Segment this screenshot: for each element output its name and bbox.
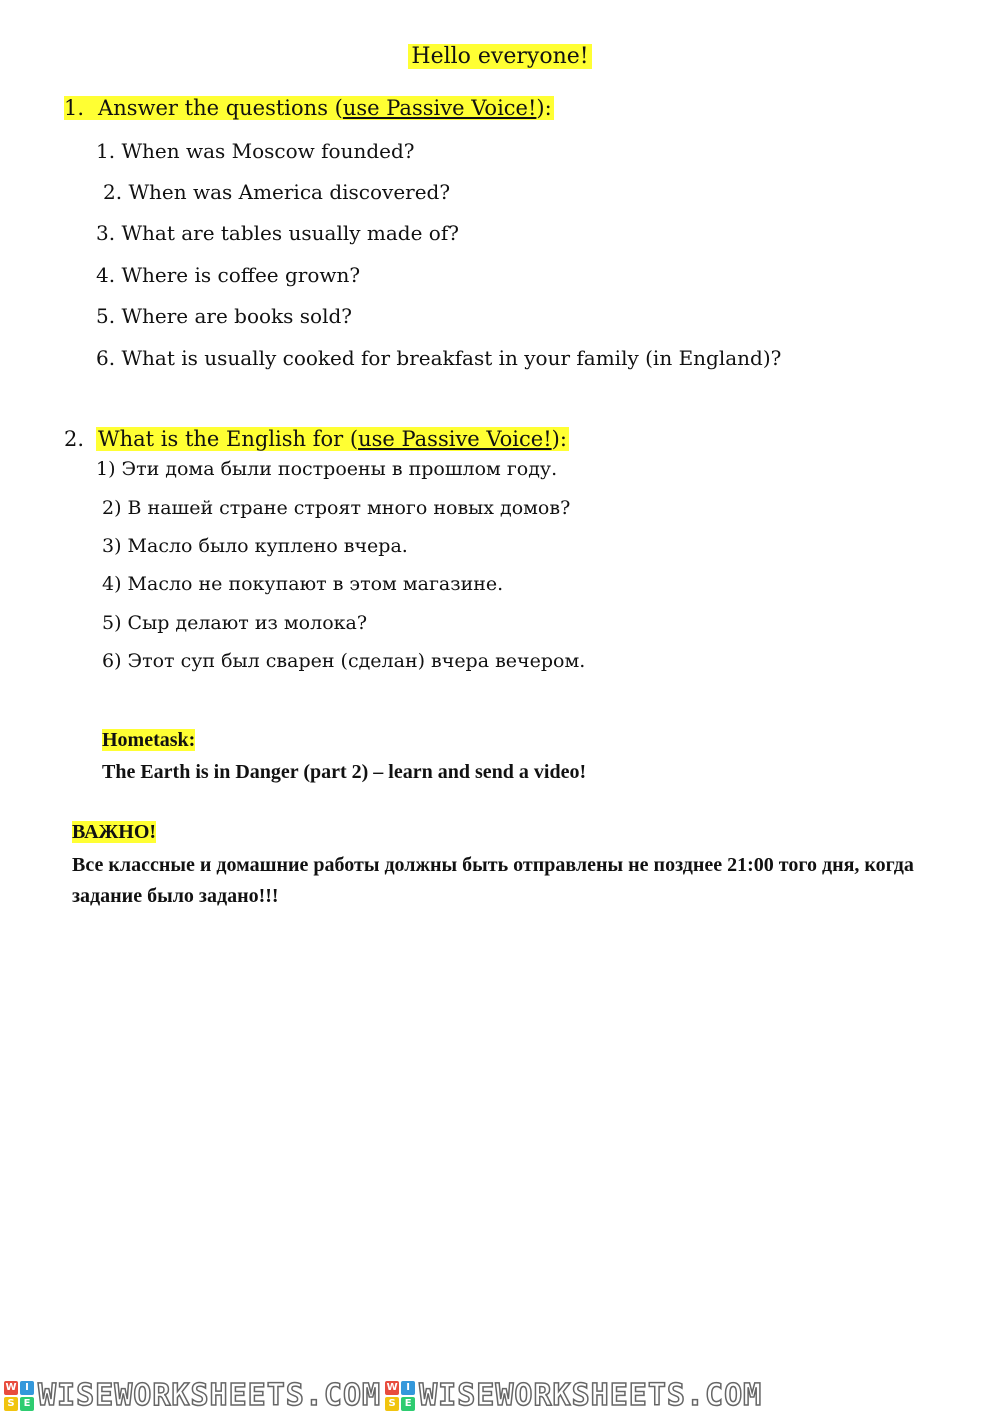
greeting-text: Hello everyone! [408, 44, 591, 69]
footer-watermark [0, 1378, 1000, 1413]
page-title [0, 44, 1000, 69]
logo-text: WISEWORKSHEETS.COM [419, 1378, 763, 1413]
question-item: 1. When was Moscow founded? [96, 139, 415, 163]
section-1-heading-pre: Answer the questions ( [98, 96, 343, 120]
question-item: 5. Where are books sold? [96, 304, 353, 328]
logo-text: WISEWORKSHEETS.COM [38, 1378, 382, 1413]
section-1-heading-underlined: use Passive Voice! [342, 96, 537, 120]
section-2-heading-underlined: use Passive Voice! [358, 427, 552, 451]
hometask-label: Hometask: [102, 729, 196, 751]
section-1-heading-post: ): [536, 96, 552, 120]
section-2-heading [64, 427, 569, 451]
question-item: 6. What is usually cooked for breakfast in your family (in England)? [96, 346, 782, 370]
translation-item: 2) В нашей стране строят много новых домов? [102, 497, 571, 519]
logo-squares-icon: W I S E [385, 1381, 415, 1411]
question-item: 2. When was America discovered? [103, 180, 451, 204]
section-2-heading-pre: What is the English for ( [98, 427, 359, 451]
important-text: Все классные и домашние работы должны быть отправлены не позднее 21:00 того дня, когда задание было задано!!! [72, 854, 914, 907]
section-2-heading-post: ): [551, 427, 567, 451]
translation-item: 4) Масло не покупают в этом магазине. [102, 573, 504, 595]
wiseworksheets-logo [381, 1378, 762, 1413]
section-1-heading [64, 96, 554, 120]
logo-squares-icon: W I S E [4, 1381, 34, 1411]
hometask-text: The Earth is in Danger (part 2) – learn and send a video! [102, 761, 587, 783]
question-item: 3. What are tables usually made of? [96, 221, 459, 245]
translation-item: 1) Эти дома были построены в прошлом году. [96, 458, 558, 480]
translation-item: 5) Сыр делают из молока? [102, 612, 368, 634]
section-1-number: 1. [64, 96, 85, 120]
section-2-number: 2. [64, 427, 85, 451]
question-item: 4. Where is coffee grown? [96, 263, 361, 287]
translation-item: 6) Этот суп был сварен (сделан) вчера вечером. [102, 650, 586, 672]
wiseworksheets-logo [0, 1378, 381, 1413]
important-label: ВАЖНО! [72, 821, 157, 843]
translation-item: 3) Масло было куплено вчера. [102, 535, 408, 557]
